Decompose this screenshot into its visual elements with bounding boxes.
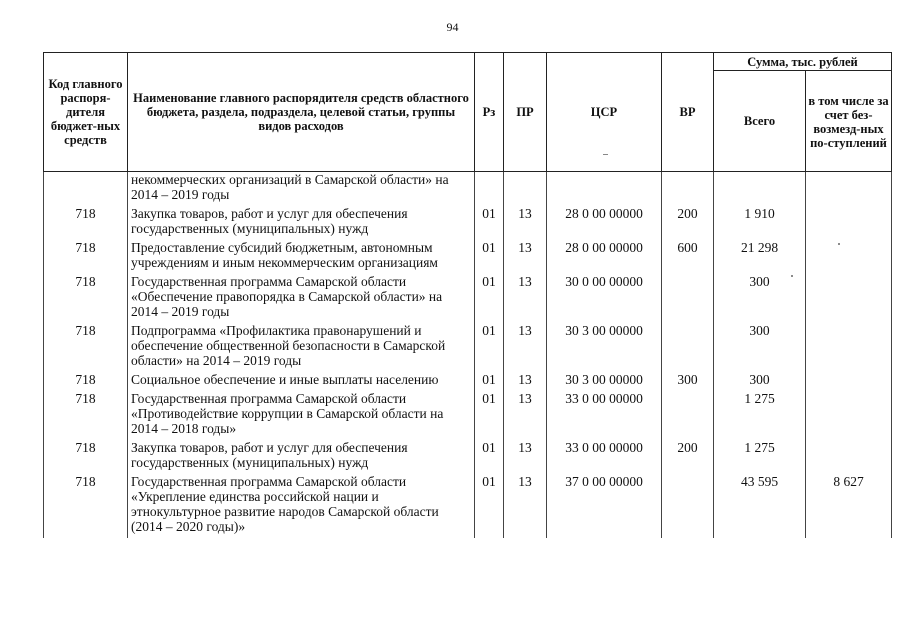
cell-pr: 13 — [504, 202, 547, 236]
header-code: Код главного распоря-дителя бюджет-ных средств — [44, 53, 128, 172]
cell-code: 718 — [44, 470, 128, 538]
cell-pr: 13 — [504, 236, 547, 270]
cell-code: 718 — [44, 202, 128, 236]
budget-table — [43, 52, 892, 538]
cell-total: 1 910 — [714, 202, 806, 236]
cell-code: 718 — [44, 387, 128, 436]
table-row — [44, 319, 892, 368]
cell-total: 21 298 — [714, 236, 806, 270]
cell-rz: 01 — [475, 270, 504, 319]
header-vr: ВР — [662, 53, 714, 172]
header-extra: в том числе за счет без-возмезд-ных по-ступлений — [806, 71, 892, 172]
cell-pr: 13 — [504, 319, 547, 368]
cell-extra: 8 627 — [806, 470, 892, 538]
cell-rz: 01 — [475, 470, 504, 538]
cell-rz: 01 — [475, 436, 504, 470]
cell-vr: 200 — [662, 202, 714, 236]
cell-pr: 13 — [504, 470, 547, 538]
cell-extra — [806, 270, 892, 319]
cell-name: Социальное обеспечение и иные выплаты населению — [128, 368, 475, 387]
header-pr: ПР — [504, 53, 547, 172]
cell-pr: 13 — [504, 368, 547, 387]
cell-vr — [662, 270, 714, 319]
table-row — [44, 270, 892, 319]
cell-vr: 300 — [662, 368, 714, 387]
scan-speck — [603, 154, 608, 155]
table-row — [44, 202, 892, 236]
cell-name: Предоставление субсидий бюджетным, автономным учреждениям и иным некоммерческим организациям — [128, 236, 475, 270]
cell-csr: 28 0 00 00000 — [547, 202, 662, 236]
cell-csr: 37 0 00 00000 — [547, 470, 662, 538]
table-row — [44, 470, 892, 538]
cell-rz: 01 — [475, 368, 504, 387]
cell-pr: 13 — [504, 387, 547, 436]
cell-extra — [806, 236, 892, 270]
cell-name: Государственная программа Самарской области «Обеспечение правопорядка в Самарской области» на 2014 – 2019 годы — [128, 270, 475, 319]
header-total: Всего — [714, 71, 806, 172]
cell-name: Государственная программа Самарской области «Противодействие коррупции в Самарской области на 2014 – 2018 годы» — [128, 387, 475, 436]
cell-extra — [806, 202, 892, 236]
scan-speck — [838, 243, 840, 245]
table-row — [44, 368, 892, 387]
cell-code: 718 — [44, 319, 128, 368]
continuation-row — [44, 172, 892, 203]
cell-extra — [806, 387, 892, 436]
cell-pr: 13 — [504, 436, 547, 470]
header-name: Наименование главного распорядителя средств областного бюджета, раздела, подраздела, целевой статьи, группы видов расходов — [128, 53, 475, 172]
cell-code: 718 — [44, 436, 128, 470]
cell-total: 300 — [714, 368, 806, 387]
cell-extra — [806, 436, 892, 470]
header-rz: Рз — [475, 53, 504, 172]
header-csr: ЦСР — [547, 53, 662, 172]
cell-csr: 28 0 00 00000 — [547, 236, 662, 270]
cell-vr: 600 — [662, 236, 714, 270]
cell-rz: 01 — [475, 202, 504, 236]
cell-total: 300 — [714, 270, 806, 319]
table-row — [44, 387, 892, 436]
table-row — [44, 436, 892, 470]
cell-pr: 13 — [504, 270, 547, 319]
cell-csr: 30 0 00 00000 — [547, 270, 662, 319]
cell-rz: 01 — [475, 236, 504, 270]
cell-total: 300 — [714, 319, 806, 368]
cell-vr — [662, 319, 714, 368]
cell-extra — [806, 368, 892, 387]
cell-code: 718 — [44, 368, 128, 387]
continuation-text: некоммерческих организаций в Самарской области» на 2014 – 2019 годы — [128, 172, 475, 203]
table-header — [44, 53, 892, 172]
cell-csr: 33 0 00 00000 — [547, 387, 662, 436]
cell-name: Закупка товаров, работ и услуг для обеспечения государственных (муниципальных) нужд — [128, 202, 475, 236]
table-row — [44, 236, 892, 270]
cell-vr: 200 — [662, 436, 714, 470]
cell-vr — [662, 470, 714, 538]
cell-extra — [806, 319, 892, 368]
header-sum-title: Сумма, тыс. рублей — [714, 53, 892, 71]
cell-csr: 33 0 00 00000 — [547, 436, 662, 470]
cell-rz: 01 — [475, 387, 504, 436]
scan-speck — [791, 275, 793, 277]
cell-total: 1 275 — [714, 387, 806, 436]
cell-name: Подпрограмма «Профилактика правонарушений и обеспечение общественной безопасности в Самарской области» на 2014 – 2019 годы — [128, 319, 475, 368]
cell-code: 718 — [44, 236, 128, 270]
cell-total: 43 595 — [714, 470, 806, 538]
cell-rz: 01 — [475, 319, 504, 368]
page-number: 94 — [446, 20, 459, 34]
cell-csr: 30 3 00 00000 — [547, 368, 662, 387]
cell-code: 718 — [44, 270, 128, 319]
cell-vr — [662, 387, 714, 436]
cell-name: Государственная программа Самарской области «Укрепление единства российской нации и этнокультурное развитие народов Самарской области (2014 – 2020 годы)» — [128, 470, 475, 538]
table-body — [44, 172, 892, 539]
cell-csr: 30 3 00 00000 — [547, 319, 662, 368]
cell-total: 1 275 — [714, 436, 806, 470]
cell-name: Закупка товаров, работ и услуг для обеспечения государственных (муниципальных) нужд — [128, 436, 475, 470]
